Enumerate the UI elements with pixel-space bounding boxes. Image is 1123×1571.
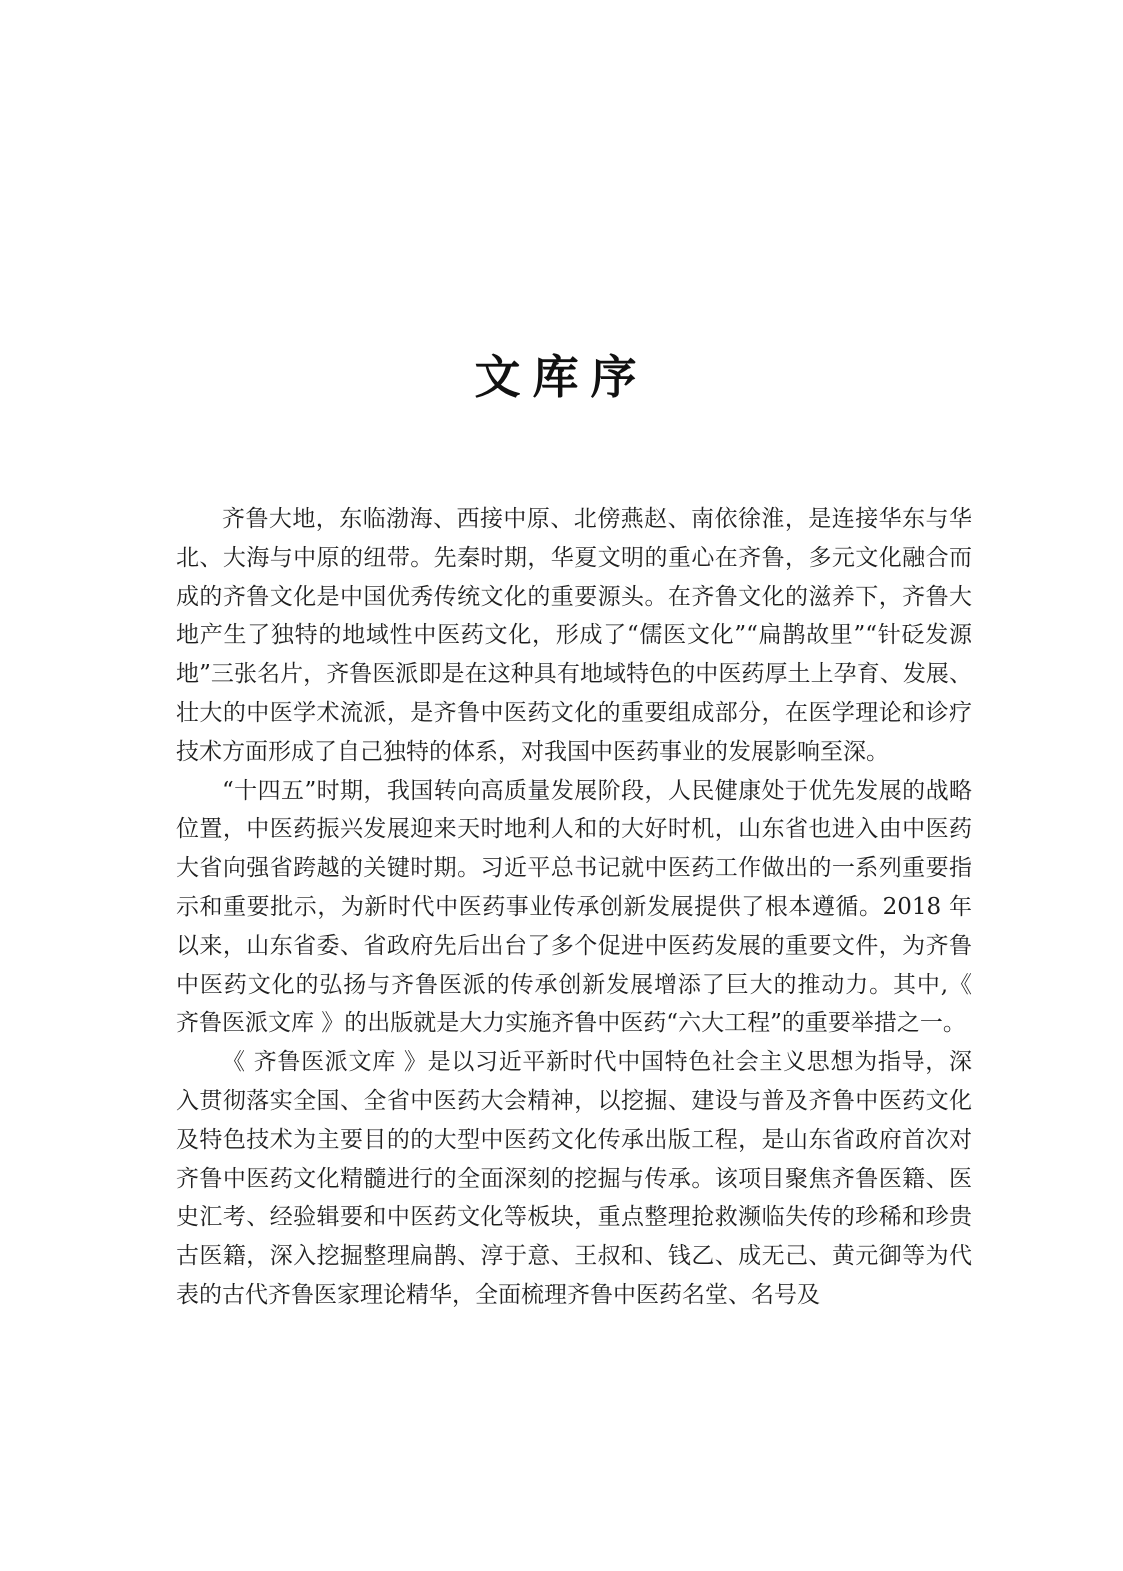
preface-body <box>176 500 972 1315</box>
page-title: 文库序 <box>474 349 649 404</box>
paragraph-1: 齐鲁大地，东临渤海、西接中原、北傍燕赵、南依徐淮，是连接华东与华北、大海与中原的纽带。先秦时期，华夏文明的重心在齐鲁，多元文化融合而成的齐鲁文化是中国优秀传统文化的重要源头。在齐鲁文化的滋养下，齐鲁大地产生了独特的地域性中医药文化，形成了“儒医文化”“扁鹊故里”“针砭发源地”三张名片，齐鲁医派即是在这种具有地域特色的中医药厚土上孕育、发展、壮大的中医学术流派，是齐鲁中医药文化的重要组成部分，在医学理论和诊疗技术方面形成了自己独特的体系，对我国中医药事业的发展影响至深。 <box>176 506 972 765</box>
paragraph-3: 《 齐鲁医派文库 》是以习近平新时代中国特色社会主义思想为指导，深入贯彻落实全国、全省中医药大会精神，以挖掘、建设与普及齐鲁中医药文化及特色技术为主要目的的大型中医药文化传承出版工程，是山东省政府首次对齐鲁中医药文化精髓进行的全面深刻的挖掘与传承。该项目聚焦齐鲁医籍、医史汇考、经验辑要和中医药文化等板块，重点整理抢救濒临失传的珍稀和珍贵古医籍，深入挖掘整理扁鹊、淳于意、王叔和、钱乙、成无己、黄元御等为代表的古代齐鲁医家理论精华，全面梳理齐鲁中医药名堂、名号及 <box>176 1049 972 1308</box>
paragraph-2: “十四五”时期，我国转向高质量发展阶段，人民健康处于优先发展的战略位置，中医药振兴发展迎来天时地利人和的大好时机，山东省也进入由中医药大省向强省跨越的关键时期。习近平总书记就中医药工作做出的一系列重要指示和重要批示，为新时代中医药事业传承创新发展提供了根本遵循。2018 年以来，山东省委、省政府先后出台了多个促进中医药发展的重要文件，为齐鲁中医药文化的弘扬与齐鲁医派的传承创新发展增添了巨大的推动力。其中,《 齐鲁医派文库 》的出版就是大力实施齐鲁中医药“六大工程”的重要举措之一。 <box>176 777 972 1037</box>
